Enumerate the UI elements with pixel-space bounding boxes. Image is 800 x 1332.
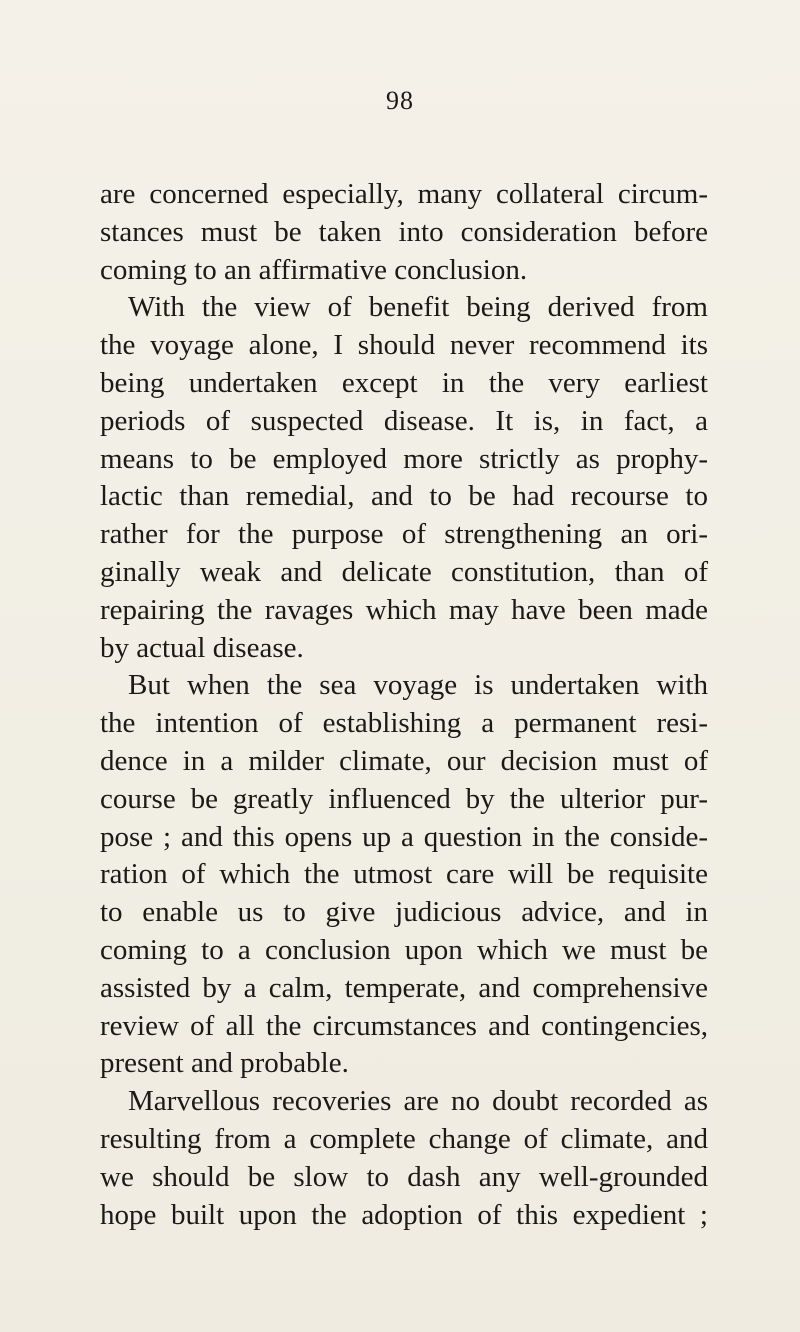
text-line: present and probable. (100, 1047, 349, 1080)
text-line: stances must be taken into consideration before (100, 215, 708, 248)
text-line: pose ; and this opens up a question in the conside- (100, 820, 708, 853)
text-line: repairing the ravages which may have been made (100, 593, 708, 626)
text-line: we should be slow to dash any well-grounded (100, 1160, 708, 1193)
text-line: Marvellous recoveries are no doubt recorded as (128, 1085, 708, 1118)
text-line: by actual disease. (100, 631, 304, 664)
text-line: assisted by a calm, temperate, and comprehensive (100, 971, 708, 1004)
text-line: to enable us to give judicious advice, and in (100, 896, 708, 929)
text-line: dence in a milder climate, our decision must of (100, 744, 708, 777)
text-line: hope built upon the adoption of this expedient ; (100, 1198, 708, 1231)
text-line: the voyage alone, I should never recommend its (100, 329, 708, 362)
text-line: coming to an affirmative conclusion. (100, 253, 528, 286)
text-line: ration of which the utmost care will be requisite (100, 858, 708, 891)
text-line: resulting from a complete change of climate, and (100, 1122, 708, 1155)
text-line: being undertaken except in the very earliest (100, 366, 708, 399)
text-line: ginally weak and delicate constitution, than of (100, 555, 708, 588)
text-line: the intention of establishing a permanent resi- (100, 707, 708, 740)
text-line: periods of suspected disease. It is, in fact, a (100, 404, 708, 437)
text-line: review of all the circumstances and contingencies, (100, 1009, 708, 1042)
text-line: course be greatly influenced by the ulterior pur- (100, 782, 708, 815)
body-text (100, 176, 708, 1234)
text-line: But when the sea voyage is undertaken with (128, 669, 708, 702)
text-line: lactic than remedial, and to be had recourse to (100, 480, 708, 513)
page-number: 98 (386, 86, 414, 115)
text-line: means to be employed more strictly as prophy- (100, 442, 708, 475)
text-line: are concerned especially, many collateral circum- (100, 178, 708, 210)
text-line: rather for the purpose of strengthening an ori- (100, 518, 708, 551)
text-line: coming to a conclusion upon which we must be (100, 933, 708, 966)
text-line: With the view of benefit being derived from (128, 291, 708, 324)
